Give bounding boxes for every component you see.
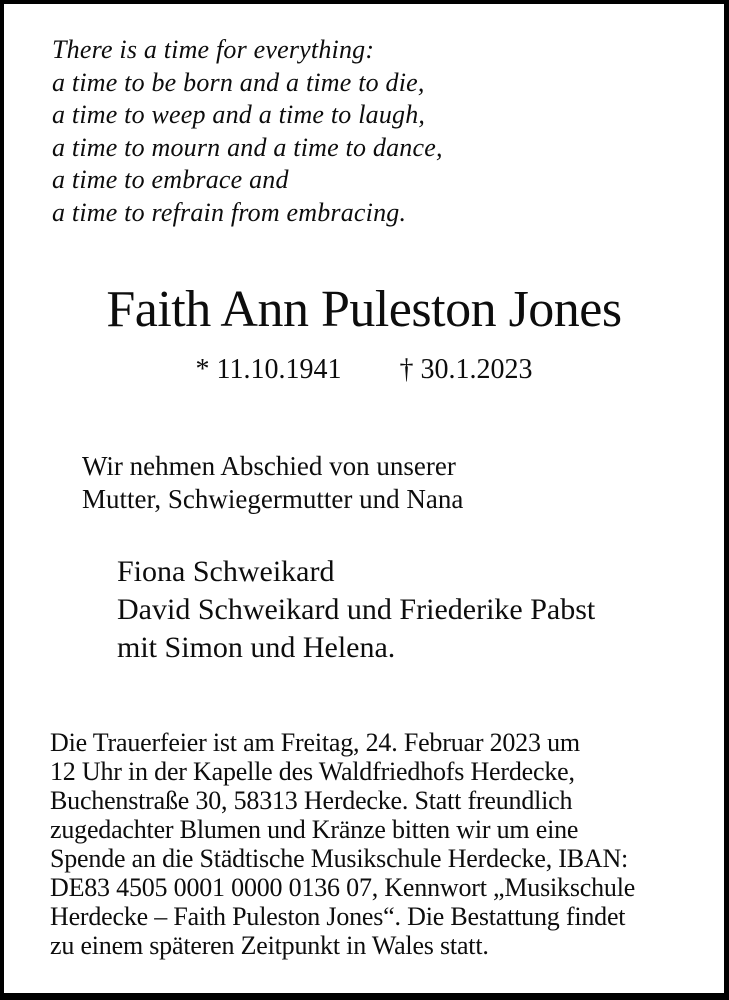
verse-line: a time to be born and a time to die, — [52, 67, 425, 97]
funeral-details-line: zugedachter Blumen und Kränze bitten wir um eine — [50, 815, 579, 844]
birth-date: * 11.10.1941 — [195, 354, 342, 385]
funeral-details-line: Die Trauerfeier ist am Freitag, 24. Februar 2023 um — [50, 728, 580, 757]
death-date: † 30.1.2023 — [399, 354, 533, 385]
funeral-details-line: DE83 4505 0001 0000 0136 07, Kennwort „Musikschule — [50, 873, 636, 902]
farewell-intro — [82, 450, 463, 516]
funeral-details-line: 12 Uhr in der Kapelle des Waldfriedhofs Herdecke, — [50, 757, 575, 786]
mourner-name: David Schweikard und Friederike Pabst — [117, 593, 596, 626]
verse-line: a time to refrain from embracing. — [52, 197, 407, 227]
life-dates — [4, 353, 724, 387]
farewell-intro-line: Mutter, Schwiegermutter und Nana — [82, 484, 464, 514]
verse-line: There is a time for everything: — [52, 35, 375, 64]
farewell-intro-line: Wir nehmen Abschied von unserer — [82, 451, 456, 481]
deceased-name: Faith Ann Puleston Jones — [106, 281, 622, 338]
verse-line: a time to mourn and a time to dance, — [52, 132, 443, 162]
funeral-details-line: Herdecke – Faith Puleston Jones“. Die Bestattung findet — [50, 902, 626, 931]
mourner-name: Fiona Schweikard — [117, 555, 335, 588]
verse-line: a time to embrace and — [52, 165, 289, 194]
funeral-details-line: Buchenstraße 30, 58313 Herdecke. Statt freundlich — [50, 786, 573, 815]
funeral-details-line: Spende an die Städtische Musikschule Herdecke, IBAN: — [50, 844, 629, 873]
funeral-details — [50, 728, 635, 960]
mourner-name: mit Simon und Helena. — [117, 631, 396, 664]
funeral-details-line: zu einem späteren Zeitpunkt in Wales statt. — [50, 931, 489, 960]
mourner-list — [117, 553, 595, 667]
verse-line: a time to weep and a time to laugh, — [52, 100, 426, 129]
opening-verse — [52, 34, 443, 229]
